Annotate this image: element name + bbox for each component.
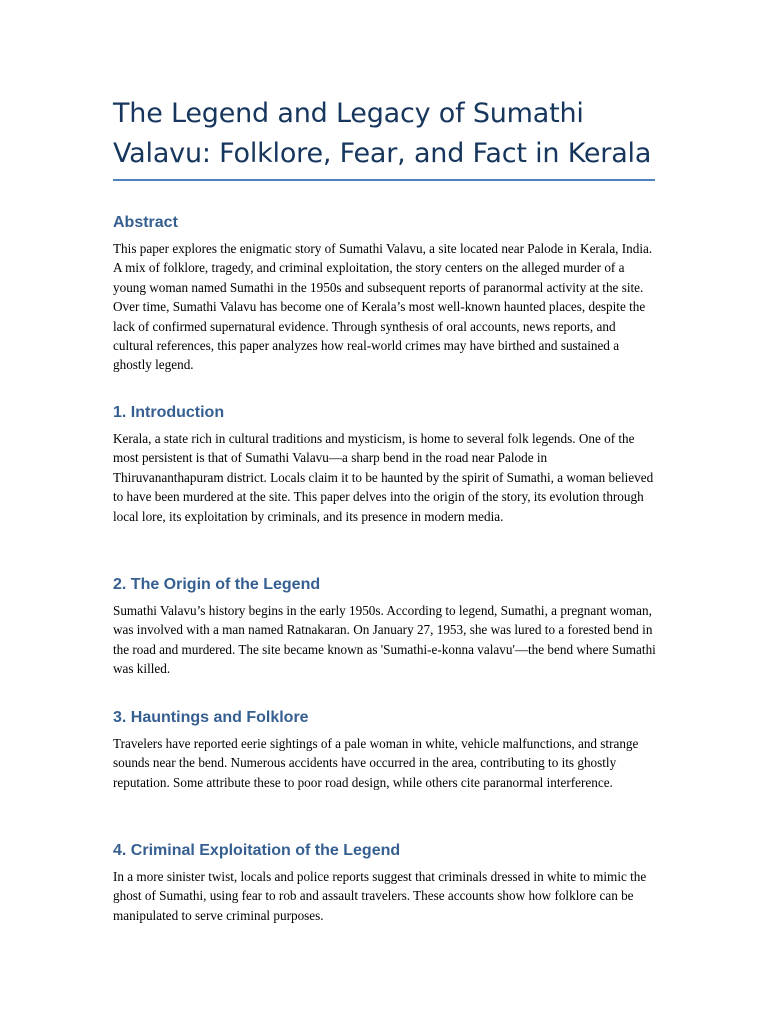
section-heading: 1. Introduction (113, 404, 225, 421)
section-heading: 2. The Origin of the Legend (113, 576, 321, 593)
section-paragraph: Kerala, a state rich in cultural traditions and mysticism, is home to several folk legends. One of the most persistent is that of Sumathi Valavu—a sharp bend in the road near Palode in Thiruvananthapuram district. Locals claim it to be haunted by the spirit of Sumathi, a woman believed to have been murdered at the site. This paper delves into the origin of the story, its evolution through local lore, its exploitation by criminals, and its presence in modern media. (113, 431, 654, 524)
section-paragraph: This paper explores the enigmatic story of Sumathi Valavu, a site located near Palode in Kerala, India. A mix of folklore, tragedy, and criminal exploitation, the story centers on the alleged murder of a young woman named Sumathi in the 1950s and subsequent reports of paranormal activity at the site. Over time, Sumathi Valavu has become one of Kerala’s most well-known haunted places, despite the lack of confirmed supernatural evidence. Through synthesis of oral accounts, news reports, and cultural references, this paper analyzes how real-world crimes may have birthed and sustained a ghostly legend. (113, 241, 653, 373)
section-origin (113, 575, 658, 679)
title-divider (113, 179, 655, 181)
section-heading: 3. Hauntings and Folklore (113, 709, 309, 726)
section-criminal-exploitation (113, 841, 658, 925)
section-paragraph: Travelers have reported eerie sightings of a pale woman in white, vehicle malfunctions, and strange sounds near the bend. Numerous accidents have occurred in the area, contributing to its ghostly reputation. Some attribute these to poor road design, while others cite paranormal interference. (113, 736, 639, 790)
section-hauntings (113, 708, 658, 792)
document-title: The Legend and Legacy of Sumathi Valavu: Folklore, Fear, and Fact in Kerala (113, 98, 652, 169)
section-introduction (113, 403, 658, 526)
section-paragraph: In a more sinister twist, locals and police reports suggest that criminals dressed in white to mimic the ghost of Sumathi, using fear to rob and assault travelers. These accounts show how folklore can be manipulated to serve criminal purposes. (113, 869, 647, 923)
section-heading: 4. Criminal Exploitation of the Legend (113, 842, 401, 859)
section-abstract (113, 213, 658, 375)
section-heading: Abstract (113, 214, 178, 231)
section-paragraph: Sumathi Valavu’s history begins in the early 1950s. According to legend, Sumathi, a pregnant woman, was involved with a man named Ratnakaran. On January 27, 1953, she was lured to a forested bend in the road and murdered. The site became known as 'Sumathi-e-konna valavu'—the bend where Sumathi was killed. (113, 603, 656, 677)
